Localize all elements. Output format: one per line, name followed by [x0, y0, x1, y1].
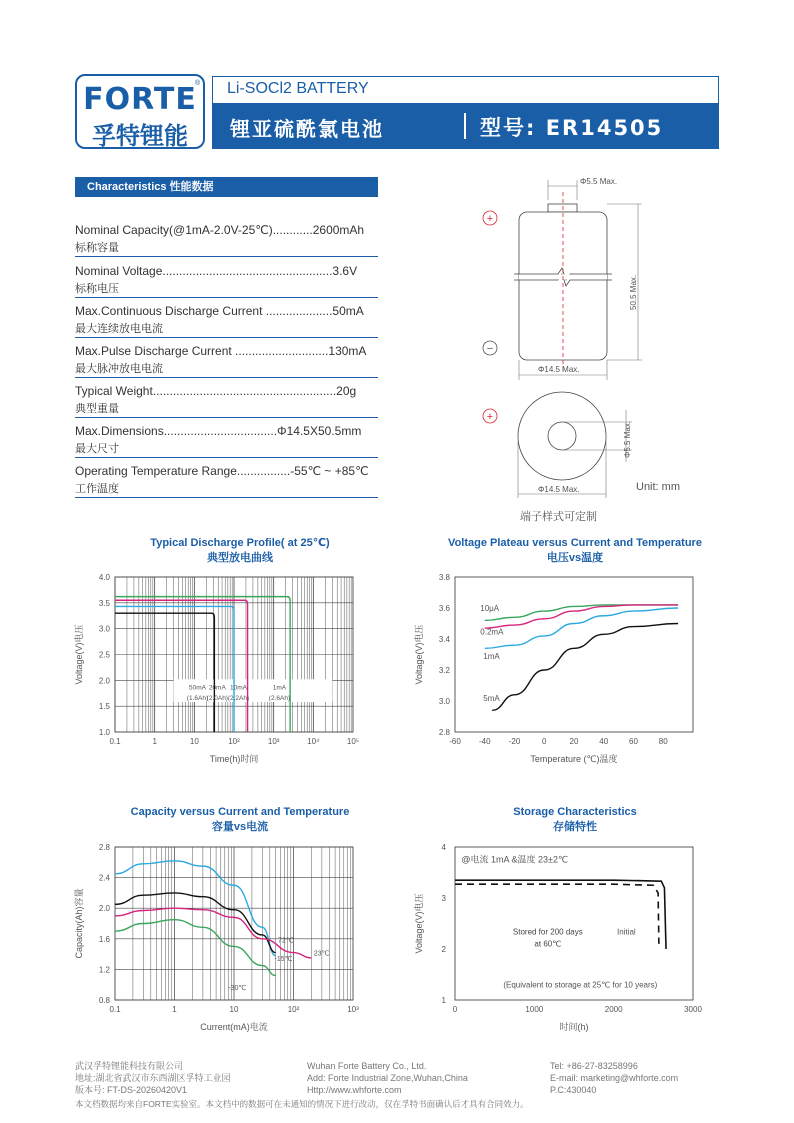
- x-tick-label: 2000: [604, 1005, 623, 1014]
- x-tick-label: 0: [452, 1005, 458, 1014]
- series-label: 72℃: [278, 937, 294, 945]
- chart1-title: [75, 536, 405, 566]
- y-axis-label: Voltage(V)电压: [414, 624, 424, 685]
- spec-row: [75, 222, 378, 257]
- y-tick-label: 2.8: [98, 843, 110, 852]
- unit-label: Unit: mm: [636, 481, 680, 493]
- top-dim-label: Φ5.5 Max.: [580, 177, 618, 186]
- x-tick-label: 10: [229, 1005, 239, 1014]
- model-number: 型号: ER14505: [480, 116, 664, 140]
- x-tick-label: 1000: [525, 1005, 544, 1014]
- y-tick-label: 2.8: [438, 728, 450, 737]
- series-label: 50mA: [188, 684, 206, 692]
- y-tick-label: 3.0: [98, 624, 110, 634]
- series-note: (1.6Ah): [186, 694, 209, 702]
- header-subtitle: Li-SOCl2 BATTERY: [227, 80, 369, 97]
- x-tick-label: 1: [172, 1005, 177, 1014]
- series-label: 10mA: [230, 684, 248, 692]
- y-tick-label: 3.5: [98, 598, 110, 608]
- terminal-note: 端子样式可定制: [520, 510, 597, 523]
- spec-row: [75, 263, 378, 298]
- y-tick-label: 1.5: [98, 702, 110, 712]
- plot-area: [455, 847, 693, 1000]
- logo-text-en: FORTE: [83, 82, 197, 117]
- spec-row: [75, 383, 378, 418]
- voltage-plateau-chart: [412, 568, 712, 778]
- y-tick-label: 3.0: [438, 697, 450, 706]
- y-tick-label: 2.0: [98, 904, 110, 914]
- y-axis-label: Voltage(V)电压: [74, 624, 84, 685]
- condition-label: @电流 1mA &温度 23±2℃: [461, 854, 569, 865]
- footer-contact: [550, 1060, 678, 1096]
- length-dim-label: 50.5 Max.: [629, 274, 638, 310]
- terminal-dim-label: Φ5.5 Max.: [623, 420, 632, 458]
- footer-address-cn: 地址:湖北省武汉市东西湖区孚特工业园: [75, 1073, 231, 1083]
- diameter-dim-label: Φ14.5 Max.: [538, 365, 580, 374]
- spec-label-cn: 最大连续放电电流: [75, 322, 163, 335]
- spec-label-cn: 工作温度: [75, 482, 119, 495]
- y-tick-label: 1.2: [98, 965, 110, 975]
- x-tick-label: -40: [478, 737, 491, 746]
- y-axis-label: Voltage(V)电压: [414, 893, 424, 954]
- series-label: 23℃: [313, 950, 330, 958]
- series-note: (2.0Ah): [206, 694, 228, 702]
- series-note: (2.6Ah): [268, 694, 291, 702]
- spec-label-cn: 最大脉冲放电电流: [75, 362, 163, 375]
- series-label: 10μA: [480, 604, 500, 614]
- x-tick-label: 10³: [267, 737, 280, 746]
- footer-postcode: P.C:430040: [550, 1085, 597, 1095]
- x-tick-label: 10²: [228, 737, 240, 746]
- minus-sign: −: [486, 343, 494, 355]
- y-tick-label: 3.6: [438, 604, 450, 613]
- spec-label-cn: 最大尺寸: [75, 442, 119, 455]
- y-tick-label: 2.5: [98, 650, 110, 660]
- x-axis-label: Time(h)时间: [209, 754, 259, 764]
- spec-row: [75, 423, 378, 458]
- x-tick-label: 10³: [347, 1005, 359, 1014]
- x-tick-label: 3000: [684, 1005, 702, 1014]
- initial-note: Initial: [617, 927, 636, 937]
- chart2-title-en: Voltage Plateau versus Current and Temperature: [448, 537, 702, 549]
- series-label: 1mA: [272, 684, 287, 692]
- spec-row: [75, 463, 378, 498]
- stored-note: at 60℃: [534, 939, 562, 949]
- battery-drawing: [470, 170, 680, 530]
- stored-note: Stored for 200 days: [512, 927, 583, 937]
- y-tick-label: 2.4: [98, 873, 110, 883]
- spec-label-cn: 典型重量: [75, 402, 119, 415]
- diameter-dim-label: Φ14.5 Max.: [538, 485, 580, 494]
- x-tick-label: 0.1: [109, 1005, 121, 1014]
- chart3-title-cn: 容量vs电流: [211, 821, 269, 833]
- chart1-title-cn: 典型放电曲线: [207, 552, 273, 564]
- chart4-title: [430, 805, 720, 835]
- storage-chart: [412, 838, 712, 1048]
- discharge-profile-chart: [72, 568, 372, 778]
- series-label: -30℃: [228, 985, 247, 993]
- series-label: 1mA: [483, 652, 500, 662]
- plus-sign: +: [486, 411, 494, 423]
- footer-email[interactable]: E-mail: marketing@whforte.com: [550, 1073, 679, 1083]
- x-tick-label: 20: [569, 737, 579, 746]
- x-tick-label: 60: [629, 737, 638, 746]
- spec-label-en: Nominal Voltage...................................................3.6V: [75, 264, 358, 278]
- footer-company-en: Wuhan Forte Battery Co., Ltd.: [307, 1061, 427, 1071]
- terminal-top-view: [548, 422, 576, 450]
- y-tick-label: 3.8: [438, 573, 450, 582]
- y-tick-label: 3: [441, 894, 446, 903]
- x-tick-label: -60: [449, 737, 461, 746]
- header-title-bar: [212, 104, 719, 149]
- chart1-title-en: Typical Discharge Profile( at 25℃): [150, 537, 330, 549]
- page-title: 锂亚硫酰氯电池: [230, 117, 384, 141]
- y-axis-label: Capacity(Ah)容量: [74, 888, 84, 959]
- plus-sign: +: [486, 213, 494, 225]
- chart2-title-cn: 电压vs温度: [546, 552, 604, 564]
- y-tick-label: 4.0: [98, 573, 110, 582]
- x-axis-label: 时间(h): [559, 1022, 589, 1032]
- chart2-title: [430, 536, 720, 566]
- x-tick-label: 1: [152, 737, 157, 746]
- spec-label-en: Operating Temperature Range................-55℃ ~ +85℃: [75, 464, 369, 478]
- y-tick-label: 1: [441, 996, 446, 1005]
- x-axis-label: Temperature (℃)温度: [530, 754, 618, 764]
- y-tick-label: 1.0: [98, 728, 110, 737]
- logo: [75, 74, 205, 149]
- y-tick-label: 3.2: [438, 666, 450, 675]
- logo-text-cn: 孚特锂能: [92, 122, 188, 150]
- x-axis-label: Current(mA)电流: [200, 1022, 268, 1032]
- x-tick-label: 0: [542, 737, 547, 746]
- spec-label-en: Max.Dimensions..................................Φ14.5X50.5mm: [75, 424, 362, 438]
- x-tick-label: 0.1: [109, 737, 121, 746]
- chart3-title: [75, 805, 405, 835]
- header-subtitle-box: [212, 76, 719, 104]
- footer-tel: Tel: +86-27-83258996: [550, 1061, 638, 1071]
- spec-label-en: Nominal Capacity(@1mA-2.0V-25℃)............2600mAh: [75, 223, 365, 237]
- spec-label-en: Max.Continuous Discharge Current ....................50mA: [75, 304, 364, 318]
- y-tick-label: 4: [441, 843, 446, 852]
- footer-en: [307, 1060, 468, 1096]
- footer-doc-number: 版本号: FT-DS-20260420V1: [75, 1085, 188, 1095]
- y-tick-label: 2.0: [98, 676, 110, 686]
- footer-cn: [75, 1060, 231, 1096]
- x-tick-label: -20: [508, 737, 521, 746]
- spec-label-en: Max.Pulse Discharge Current ............................130mA: [75, 344, 367, 358]
- spec-row: [75, 303, 378, 338]
- x-tick-label: 40: [599, 737, 609, 746]
- footer-company-cn: 武汉孚特锂能科技有限公司: [75, 1061, 184, 1071]
- series-label: 20mA: [208, 684, 226, 692]
- registered-mark: ®: [195, 80, 201, 87]
- footer-address-en: Add: Forte Industrial Zone,Wuhan,China: [307, 1073, 468, 1083]
- chart4-title-en: Storage Characteristics: [513, 806, 637, 818]
- chart4-title-cn: 存储特性: [553, 821, 597, 833]
- y-tick-label: 0.8: [98, 996, 110, 1005]
- spec-label-cn: 标称电压: [75, 282, 119, 295]
- y-tick-label: 1.6: [98, 934, 110, 944]
- x-tick-label: 10⁴: [307, 737, 320, 746]
- series-label: -15℃: [274, 955, 293, 963]
- series-note: (2.2Ah): [227, 694, 250, 702]
- x-tick-label: 10: [189, 737, 199, 746]
- spec-row: [75, 343, 378, 378]
- y-tick-label: 3.4: [438, 635, 450, 644]
- header-divider: [464, 113, 466, 139]
- spec-label-cn: 标称容量: [75, 241, 119, 254]
- footer-disclaimer: 本文档数据均来自FORTE实验室。本文档中的数据可在未通知的情况下进行改动，仅在孚特书面确认后才具有合同效力。: [75, 1099, 529, 1109]
- x-tick-label: 10⁵: [346, 737, 360, 746]
- chart3-title-en: Capacity versus Current and Temperature: [130, 806, 350, 818]
- y-tick-label: 2: [441, 945, 446, 954]
- equivalent-note: (Equivalent to storage at 25℃ for 10 years): [503, 980, 658, 990]
- series-label: 0.2mA: [480, 627, 504, 637]
- x-tick-label: 10²: [287, 1005, 300, 1014]
- spec-label-en: Typical Weight.......................................................20g: [75, 384, 357, 398]
- footer-website[interactable]: Http://www.whforte.com: [307, 1085, 402, 1095]
- x-tick-label: 80: [658, 737, 668, 746]
- positive-terminal: [548, 204, 577, 212]
- capacity-chart: [72, 838, 377, 1048]
- characteristics-heading: Characteristics 性能数据: [75, 177, 378, 197]
- series-label: 5mA: [483, 694, 500, 703]
